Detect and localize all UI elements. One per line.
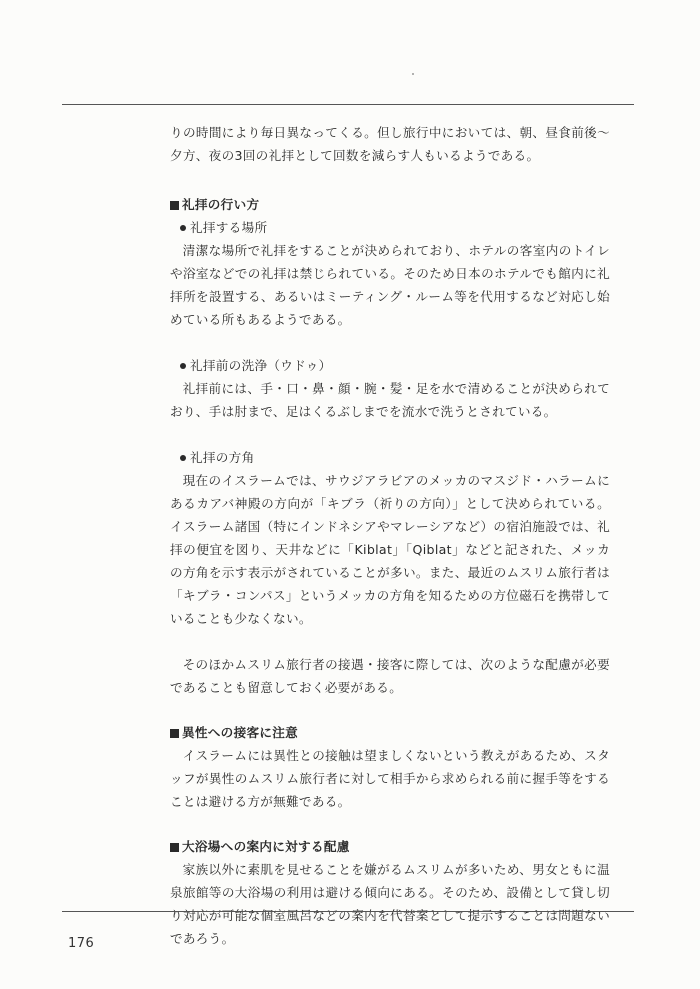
subheading-ablution xyxy=(170,354,610,377)
section-heading-prayer-method xyxy=(170,193,610,216)
subheading-text: 礼拝の方角 xyxy=(190,450,255,465)
square-bullet-icon xyxy=(170,201,179,210)
print-speck xyxy=(412,73,414,75)
footer-rule xyxy=(62,911,634,912)
round-bullet-icon xyxy=(180,455,186,461)
subheading-text: 礼拝前の洗浄（ウドゥ） xyxy=(190,358,332,373)
subheading-text: 礼拝する場所 xyxy=(190,220,268,235)
subheading-prayer-place xyxy=(170,216,610,239)
paragraph-opposite-sex: イスラームには異性との接触は望ましくないという教えがあるため、スタッフが異性のムスリム旅行者に対して相手から求められる前に握手等をすることは避ける方が無難である。 xyxy=(170,748,610,809)
header-rule xyxy=(62,104,634,105)
intro-paragraph: りの時間により毎日異なってくる。但し旅行中においては、朝、昼食前後〜夕方、夜の3回の礼拝として回数を減らす人もいるようである。 xyxy=(170,125,610,163)
section-heading-text: 異性への接客に注意 xyxy=(182,725,299,740)
transition-paragraph: そのほかムスリム旅行者の接遇・接客に際しては、次のような配慮が必要であることも留意しておく必要がある。 xyxy=(170,657,610,695)
paragraph-prayer-direction: 現在のイスラームでは、サウジアラビアのメッカのマスジド・ハラームにあるカアバ神殿の方向が「キブラ（祈りの方向）」として決められている。イスラーム諸国（特にインドネシアやマレーシアなど）の宿泊施設では、礼拝の便宜を図り、天井などに「Kiblat」「Qiblat」などと記された、メッカの方角を示す表示がされていることが多い。また、最近のムスリム旅行者は「キブラ・コンパス」というメッカの方角を知るための方位磁石を携帯していることも少なくない。 xyxy=(170,473,610,626)
paragraph-public-bath: 家族以外に素肌を見せることを嫌がるムスリムが多いため、男女ともに温泉旅館等の大浴場の利用は避ける傾向にある。そのため、設備として貸し切り対応が可能な個室風呂などの案内を代替案として提示することは問題ないであろう。 xyxy=(170,862,610,946)
round-bullet-icon xyxy=(180,363,186,369)
square-bullet-icon xyxy=(170,843,179,852)
section-heading-text: 礼拝の行い方 xyxy=(182,197,260,212)
section-heading-opposite-sex xyxy=(170,721,610,744)
page-number: 176 xyxy=(68,936,95,951)
paragraph-prayer-place: 清潔な場所で礼拝をすることが決められており、ホテルの客室内のトイレや浴室などでの礼拝は禁じられている。そのため日本のホテルでも館内に礼拝所を設置する、あるいはミーティング・ルーム等を代用するなど対応し始めている所もあるようである。 xyxy=(170,243,610,327)
square-bullet-icon xyxy=(170,729,179,738)
section-heading-public-bath xyxy=(170,835,610,858)
round-bullet-icon xyxy=(180,225,186,231)
page-body xyxy=(170,121,610,950)
subheading-prayer-direction xyxy=(170,446,610,469)
section-heading-text: 大浴場への案内に対する配慮 xyxy=(182,839,350,854)
paragraph-ablution: 礼拝前には、手・口・鼻・顔・腕・髪・足を水で清めることが決められており、手は肘まで、足はくるぶしまでを流水で洗うとされている。 xyxy=(170,381,610,419)
